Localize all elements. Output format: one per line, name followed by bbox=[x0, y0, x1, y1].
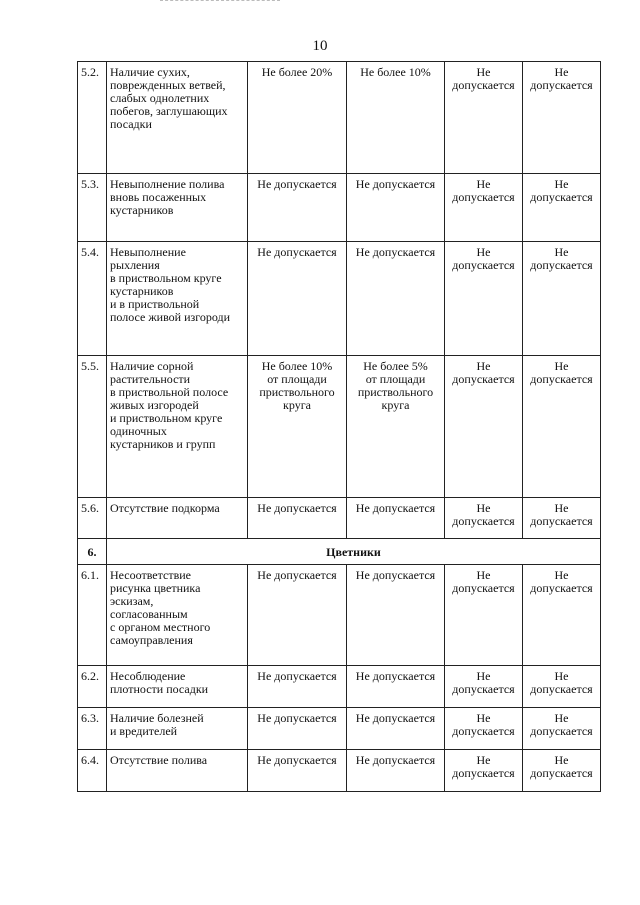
norm-class-4: Не допускается bbox=[523, 708, 601, 750]
violation-description: Наличие сорной растительности в приствольной полосе живых изгородей и приствольном круге одиночных кустарников и групп bbox=[107, 356, 248, 498]
section-number: 6. bbox=[78, 539, 107, 565]
row-number: 6.4. bbox=[78, 750, 107, 792]
table-row bbox=[78, 666, 601, 708]
row-number: 5.6. bbox=[78, 498, 107, 539]
page-number: 10 bbox=[312, 38, 328, 54]
scan-artifact bbox=[160, 0, 280, 3]
norm-class-2: Не допускается bbox=[347, 666, 445, 708]
norm-class-1: Не допускается bbox=[248, 174, 347, 242]
norm-class-1: Не допускается bbox=[248, 750, 347, 792]
row-number: 6.2. bbox=[78, 666, 107, 708]
norm-class-3: Не допускается bbox=[445, 62, 523, 174]
norm-class-1: Не допускается bbox=[248, 498, 347, 539]
norm-class-1: Не допускается bbox=[248, 565, 347, 666]
norm-class-4: Не допускается bbox=[523, 62, 601, 174]
norm-class-2: Не допускается bbox=[347, 242, 445, 356]
norm-class-4: Не допускается bbox=[523, 174, 601, 242]
violation-description: Несоответствие рисунка цветника эскизам, согласованным с органом местного самоуправления bbox=[107, 565, 248, 666]
section-title: Цветники bbox=[107, 539, 601, 565]
norm-class-2: Не допускается bbox=[347, 565, 445, 666]
table-body bbox=[78, 62, 601, 792]
norm-class-2: Не допускается bbox=[347, 750, 445, 792]
violation-description: Отсутствие подкорма bbox=[107, 498, 248, 539]
norms-table bbox=[77, 61, 601, 792]
norm-class-1: Не более 20% bbox=[248, 62, 347, 174]
norm-class-3: Не допускается bbox=[445, 708, 523, 750]
norm-class-1: Не допускается bbox=[248, 666, 347, 708]
violation-description: Невыполнение рыхления в приствольном круге кустарников и в приствольной полосе живой изгороди bbox=[107, 242, 248, 356]
norm-class-3: Не допускается bbox=[445, 750, 523, 792]
violation-description: Наличие сухих, поврежденных ветвей, слабых однолетних побегов, заглушающих посадки bbox=[107, 62, 248, 174]
norm-class-4: Не допускается bbox=[523, 498, 601, 539]
table-row bbox=[78, 565, 601, 666]
row-number: 5.4. bbox=[78, 242, 107, 356]
table-row bbox=[78, 498, 601, 539]
norm-class-3: Не допускается bbox=[445, 565, 523, 666]
norm-class-4: Не допускается bbox=[523, 565, 601, 666]
row-number: 5.3. bbox=[78, 174, 107, 242]
table-row bbox=[78, 174, 601, 242]
norm-class-3: Не допускается bbox=[445, 174, 523, 242]
norm-class-4: Не допускается bbox=[523, 242, 601, 356]
section-row bbox=[78, 539, 601, 565]
violation-description: Наличие болезней и вредителей bbox=[107, 708, 248, 750]
norm-class-3: Не допускается bbox=[445, 356, 523, 498]
norm-class-4: Не допускается bbox=[523, 666, 601, 708]
row-number: 6.3. bbox=[78, 708, 107, 750]
norm-class-1: Не допускается bbox=[248, 708, 347, 750]
norm-class-2: Не допускается bbox=[347, 174, 445, 242]
table-row bbox=[78, 62, 601, 174]
norm-class-1: Не допускается bbox=[248, 242, 347, 356]
norm-class-3: Не допускается bbox=[445, 498, 523, 539]
table-row bbox=[78, 356, 601, 498]
table-row bbox=[78, 708, 601, 750]
norm-class-2: Не допускается bbox=[347, 708, 445, 750]
row-number: 5.2. bbox=[78, 62, 107, 174]
norm-class-3: Не допускается bbox=[445, 666, 523, 708]
norm-class-2: Не более 5% от площади приствольного круга bbox=[347, 356, 445, 498]
norm-class-1: Не более 10% от площади приствольного круга bbox=[248, 356, 347, 498]
violation-description: Несоблюдение плотности посадки bbox=[107, 666, 248, 708]
row-number: 5.5. bbox=[78, 356, 107, 498]
table-row bbox=[78, 242, 601, 356]
norm-class-3: Не допускается bbox=[445, 242, 523, 356]
norm-class-4: Не допускается bbox=[523, 356, 601, 498]
violation-description: Отсутствие полива bbox=[107, 750, 248, 792]
norm-class-2: Не допускается bbox=[347, 498, 445, 539]
row-number: 6.1. bbox=[78, 565, 107, 666]
norm-class-2: Не более 10% bbox=[347, 62, 445, 174]
norm-class-4: Не допускается bbox=[523, 750, 601, 792]
violation-description: Невыполнение полива вновь посаженных кустарников bbox=[107, 174, 248, 242]
table-row bbox=[78, 750, 601, 792]
